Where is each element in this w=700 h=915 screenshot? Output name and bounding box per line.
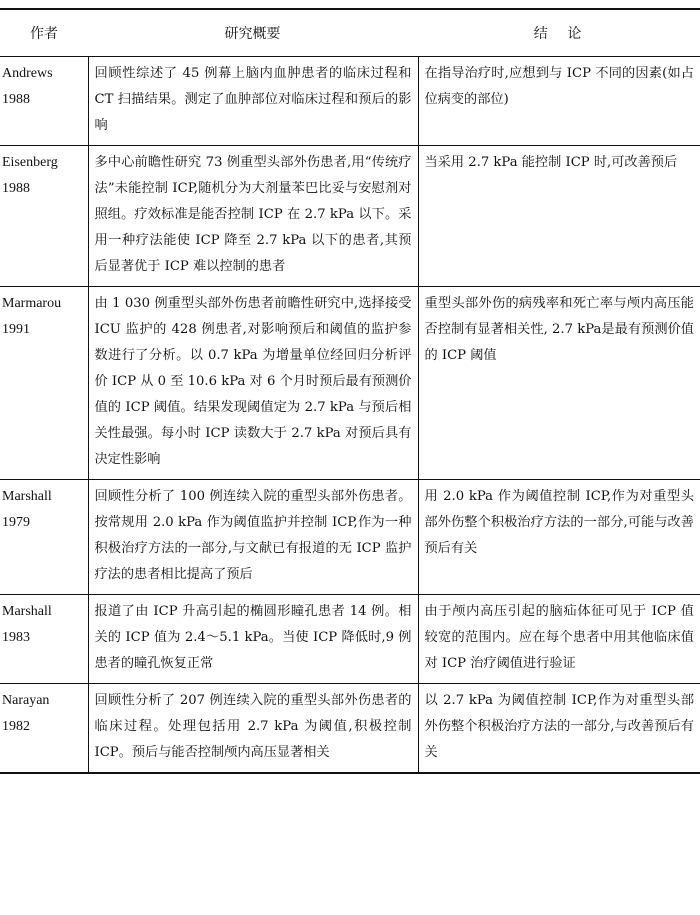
author-year: 1991 [2,322,30,337]
author-name: Eisenberg [2,155,58,170]
conclusion-cell: 由于颅内高压引起的脑疝体征可见于 ICP 值较宽的范围内。应在每个患者中用其他临床值对 ICP 治疗阈值进行验证 [418,595,700,684]
author-cell [0,287,88,480]
summary-cell: 回顾性分析了 207 例连续入院的重型头部外伤患者的临床过程。处理包括用 2.7 kPa 为阈值,积极控制 ICP。预后与能否控制颅内高压显著相关 [88,684,418,774]
conclusion-cell: 重型头部外伤的病残率和死亡率与颅内高压能否控制有显著相关性, 2.7 kPa是最有预测价值的 ICP 阈值 [418,287,700,480]
author-cell [0,57,88,146]
author-name: Marshall [2,489,52,504]
author-year: 1979 [2,515,30,530]
author-cell [0,595,88,684]
summary-cell: 由 1 030 例重型头部外伤患者前瞻性研究中,选择接受 ICU 监护的 428 例患者,对影响预后和阈值的监护参数进行了分析。以 0.7 kPa 为增量单位经回归分析评价 ICP 从 0 至 10.6 kPa 对 6 个月时预后最有预测价值的 ICP 阈值。结果发现阈值定为 2.7 kPa 与预后相关性最强。每小时 ICP 读数大于 2.7 kPa 对预后具有决定性影响 [88,287,418,480]
header-summary: 研究概要 [88,9,418,57]
author-name: Narayan [2,693,50,708]
author-year: 1983 [2,630,30,645]
conclusion-cell: 当采用 2.7 kPa 能控制 ICP 时,可改善预后 [418,146,700,287]
table-row [0,287,700,480]
table-row [0,480,700,595]
table-header-row [0,9,700,57]
author-year: 1982 [2,719,30,734]
author-year: 1988 [2,181,30,196]
table-row [0,57,700,146]
header-author: 作者 [0,9,88,57]
author-name: Marshall [2,604,52,619]
summary-cell: 回顾性综述了 45 例幕上脑内血肿患者的临床过程和 CT 扫描结果。测定了血肿部位对临床过程和预后的影响 [88,57,418,146]
author-year: 1988 [2,92,30,107]
study-table [0,8,700,774]
author-cell [0,146,88,287]
author-name: Marmarou [2,296,62,311]
conclusion-cell: 用 2.0 kPa 作为阈值控制 ICP,作为对重型头部外伤整个积极治疗方法的一部分,可能与改善预后有关 [418,480,700,595]
table-row [0,146,700,287]
header-conclusion: 结 论 [418,9,700,57]
author-cell [0,684,88,774]
author-name: Andrews [2,66,53,81]
conclusion-cell: 在指导治疗时,应想到与 ICP 不同的因素(如占位病变的部位) [418,57,700,146]
summary-cell: 报道了由 ICP 升高引起的椭圆形瞳孔患者 14 例。相关的 ICP 值为 2.4～5.1 kPa。当使 ICP 降低时,9 例患者的瞳孔恢复正常 [88,595,418,684]
author-cell [0,480,88,595]
table-row [0,684,700,774]
conclusion-cell: 以 2.7 kPa 为阈值控制 ICP,作为对重型头部外伤整个积极治疗方法的一部分,与改善预后有关 [418,684,700,774]
summary-cell: 多中心前瞻性研究 73 例重型头部外伤患者,用“传统疗法”未能控制 ICP,随机分为大剂量苯巴比妥与安慰剂对照组。疗效标准是能否控制 ICP 在 2.7 kPa 以下。采用一种疗法能使 ICP 降至 2.7 kPa 以下的患者,其预后显著优于 ICP 难以控制的患者 [88,146,418,287]
summary-cell: 回顾性分析了 100 例连续入院的重型头部外伤患者。按常规用 2.0 kPa 作为阈值监护并控制 ICP,作为一种积极治疗方法的一部分,与文献已有报道的无 ICP 监护疗法的患者相比提高了预后 [88,480,418,595]
table-row [0,595,700,684]
